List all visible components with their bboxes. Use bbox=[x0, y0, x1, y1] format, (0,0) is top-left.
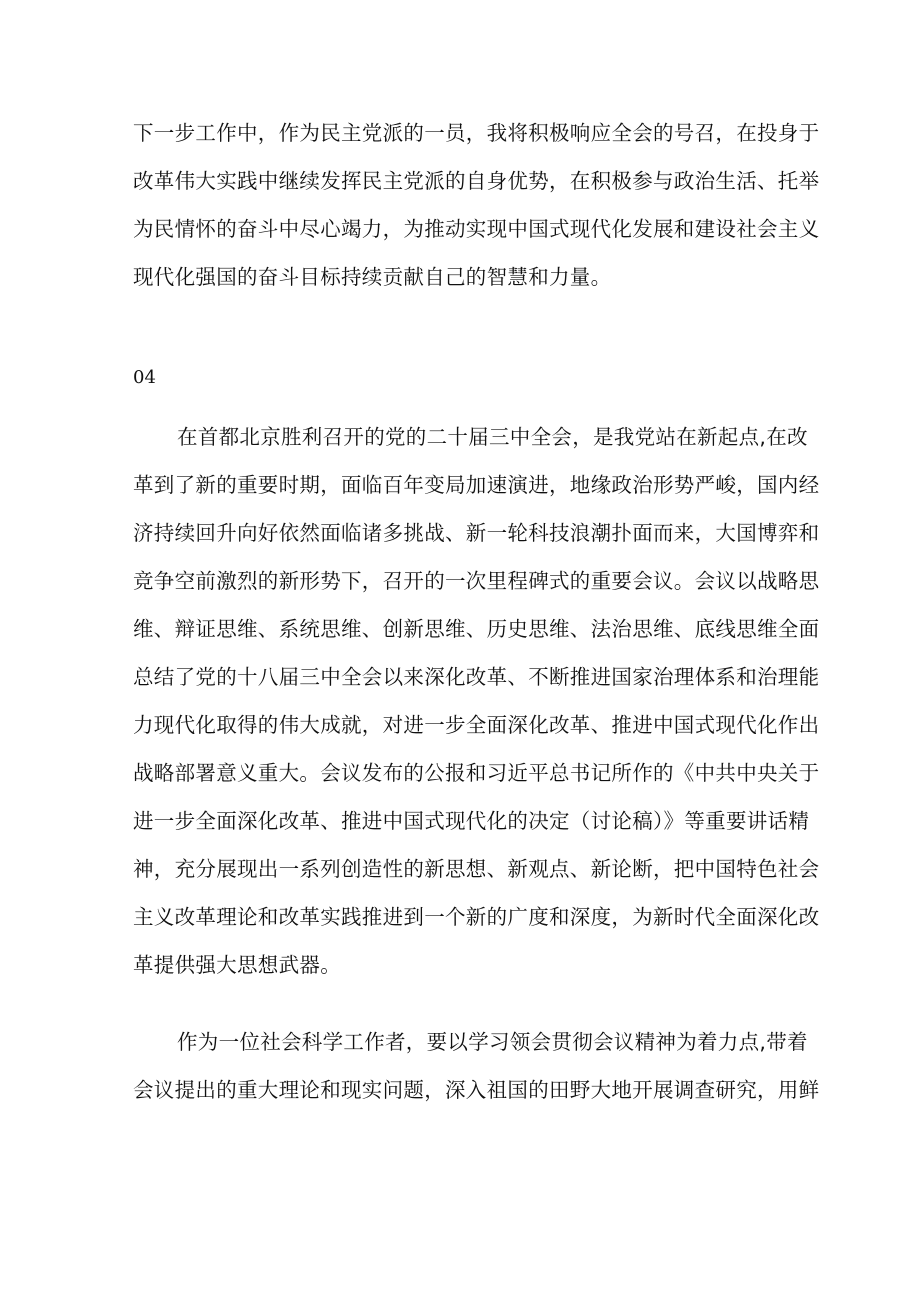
paragraph-line: 进一步全面深化改革、推进中国式现代化的决定（讨论稿）》等重要讲话精 bbox=[133, 809, 810, 833]
paragraph-line: 济持续回升向好依然面临诸多挑战、新一轮科技浪潮扑面而来，大国博弈和 bbox=[133, 521, 820, 545]
paragraph-line: 革到了新的重要时期，面临百年变局加速演进，地缘政治形势严峻，国内经 bbox=[133, 473, 820, 497]
paragraph-line: 在首都北京胜利召开的党的二十届三中全会，是我党站在新起点,在改 bbox=[177, 425, 808, 449]
paragraph-line: 作为一位社会科学工作者，要以学习领会贯彻会议精神为着力点,带着 bbox=[177, 1030, 808, 1054]
paragraph-line: 下一步工作中，作为民主党派的一员，我将积极响应全会的号召，在投身于 bbox=[133, 121, 820, 145]
paragraph-line: 为民情怀的奋斗中尽心竭力，为推动实现中国式现代化发展和建设社会主义 bbox=[133, 217, 820, 241]
paragraph-line: 神，充分展现出一系列创造性的新思想、新观点、新论断，把中国特色社会 bbox=[133, 857, 820, 881]
paragraph-line: 竞争空前激烈的新形势下，召开的一次里程碑式的重要会议。会议以战略思 bbox=[133, 569, 820, 593]
paragraph-line: 改革伟大实践中继续发挥民主党派的自身优势，在积极参与政治生活、托举 bbox=[133, 169, 820, 193]
section-number: 04 bbox=[133, 367, 156, 388]
paragraph-line: 现代化强国的奋斗目标持续贡献自己的智慧和力量。 bbox=[133, 265, 612, 289]
paragraph-line: 主义改革理论和改革实践推进到一个新的广度和深度，为新时代全面深化改 bbox=[133, 905, 820, 929]
paragraph-2 bbox=[133, 413, 820, 989]
paragraph-line: 会议提出的重大理论和现实问题，深入祖国的田野大地开展调查研究，用鲜 bbox=[133, 1078, 820, 1102]
paragraph-3 bbox=[133, 1018, 820, 1114]
paragraph-1 bbox=[133, 109, 820, 301]
paragraph-line: 总结了党的十八届三中全会以来深化改革、不断推进国家治理体系和治理能 bbox=[133, 665, 820, 689]
paragraph-line: 维、辩证思维、系统思维、创新思维、历史思维、法治思维、底线思维全面 bbox=[133, 617, 820, 641]
paragraph-line: 革提供强大思想武器。 bbox=[133, 953, 341, 977]
paragraph-line: 战略部署意义重大。会议发布的公报和习近平总书记所作的《中共中央关于 bbox=[133, 761, 820, 785]
paragraph-line: 力现代化取得的伟大成就，对进一步全面深化改革、推进中国式现代化作出 bbox=[133, 713, 820, 737]
